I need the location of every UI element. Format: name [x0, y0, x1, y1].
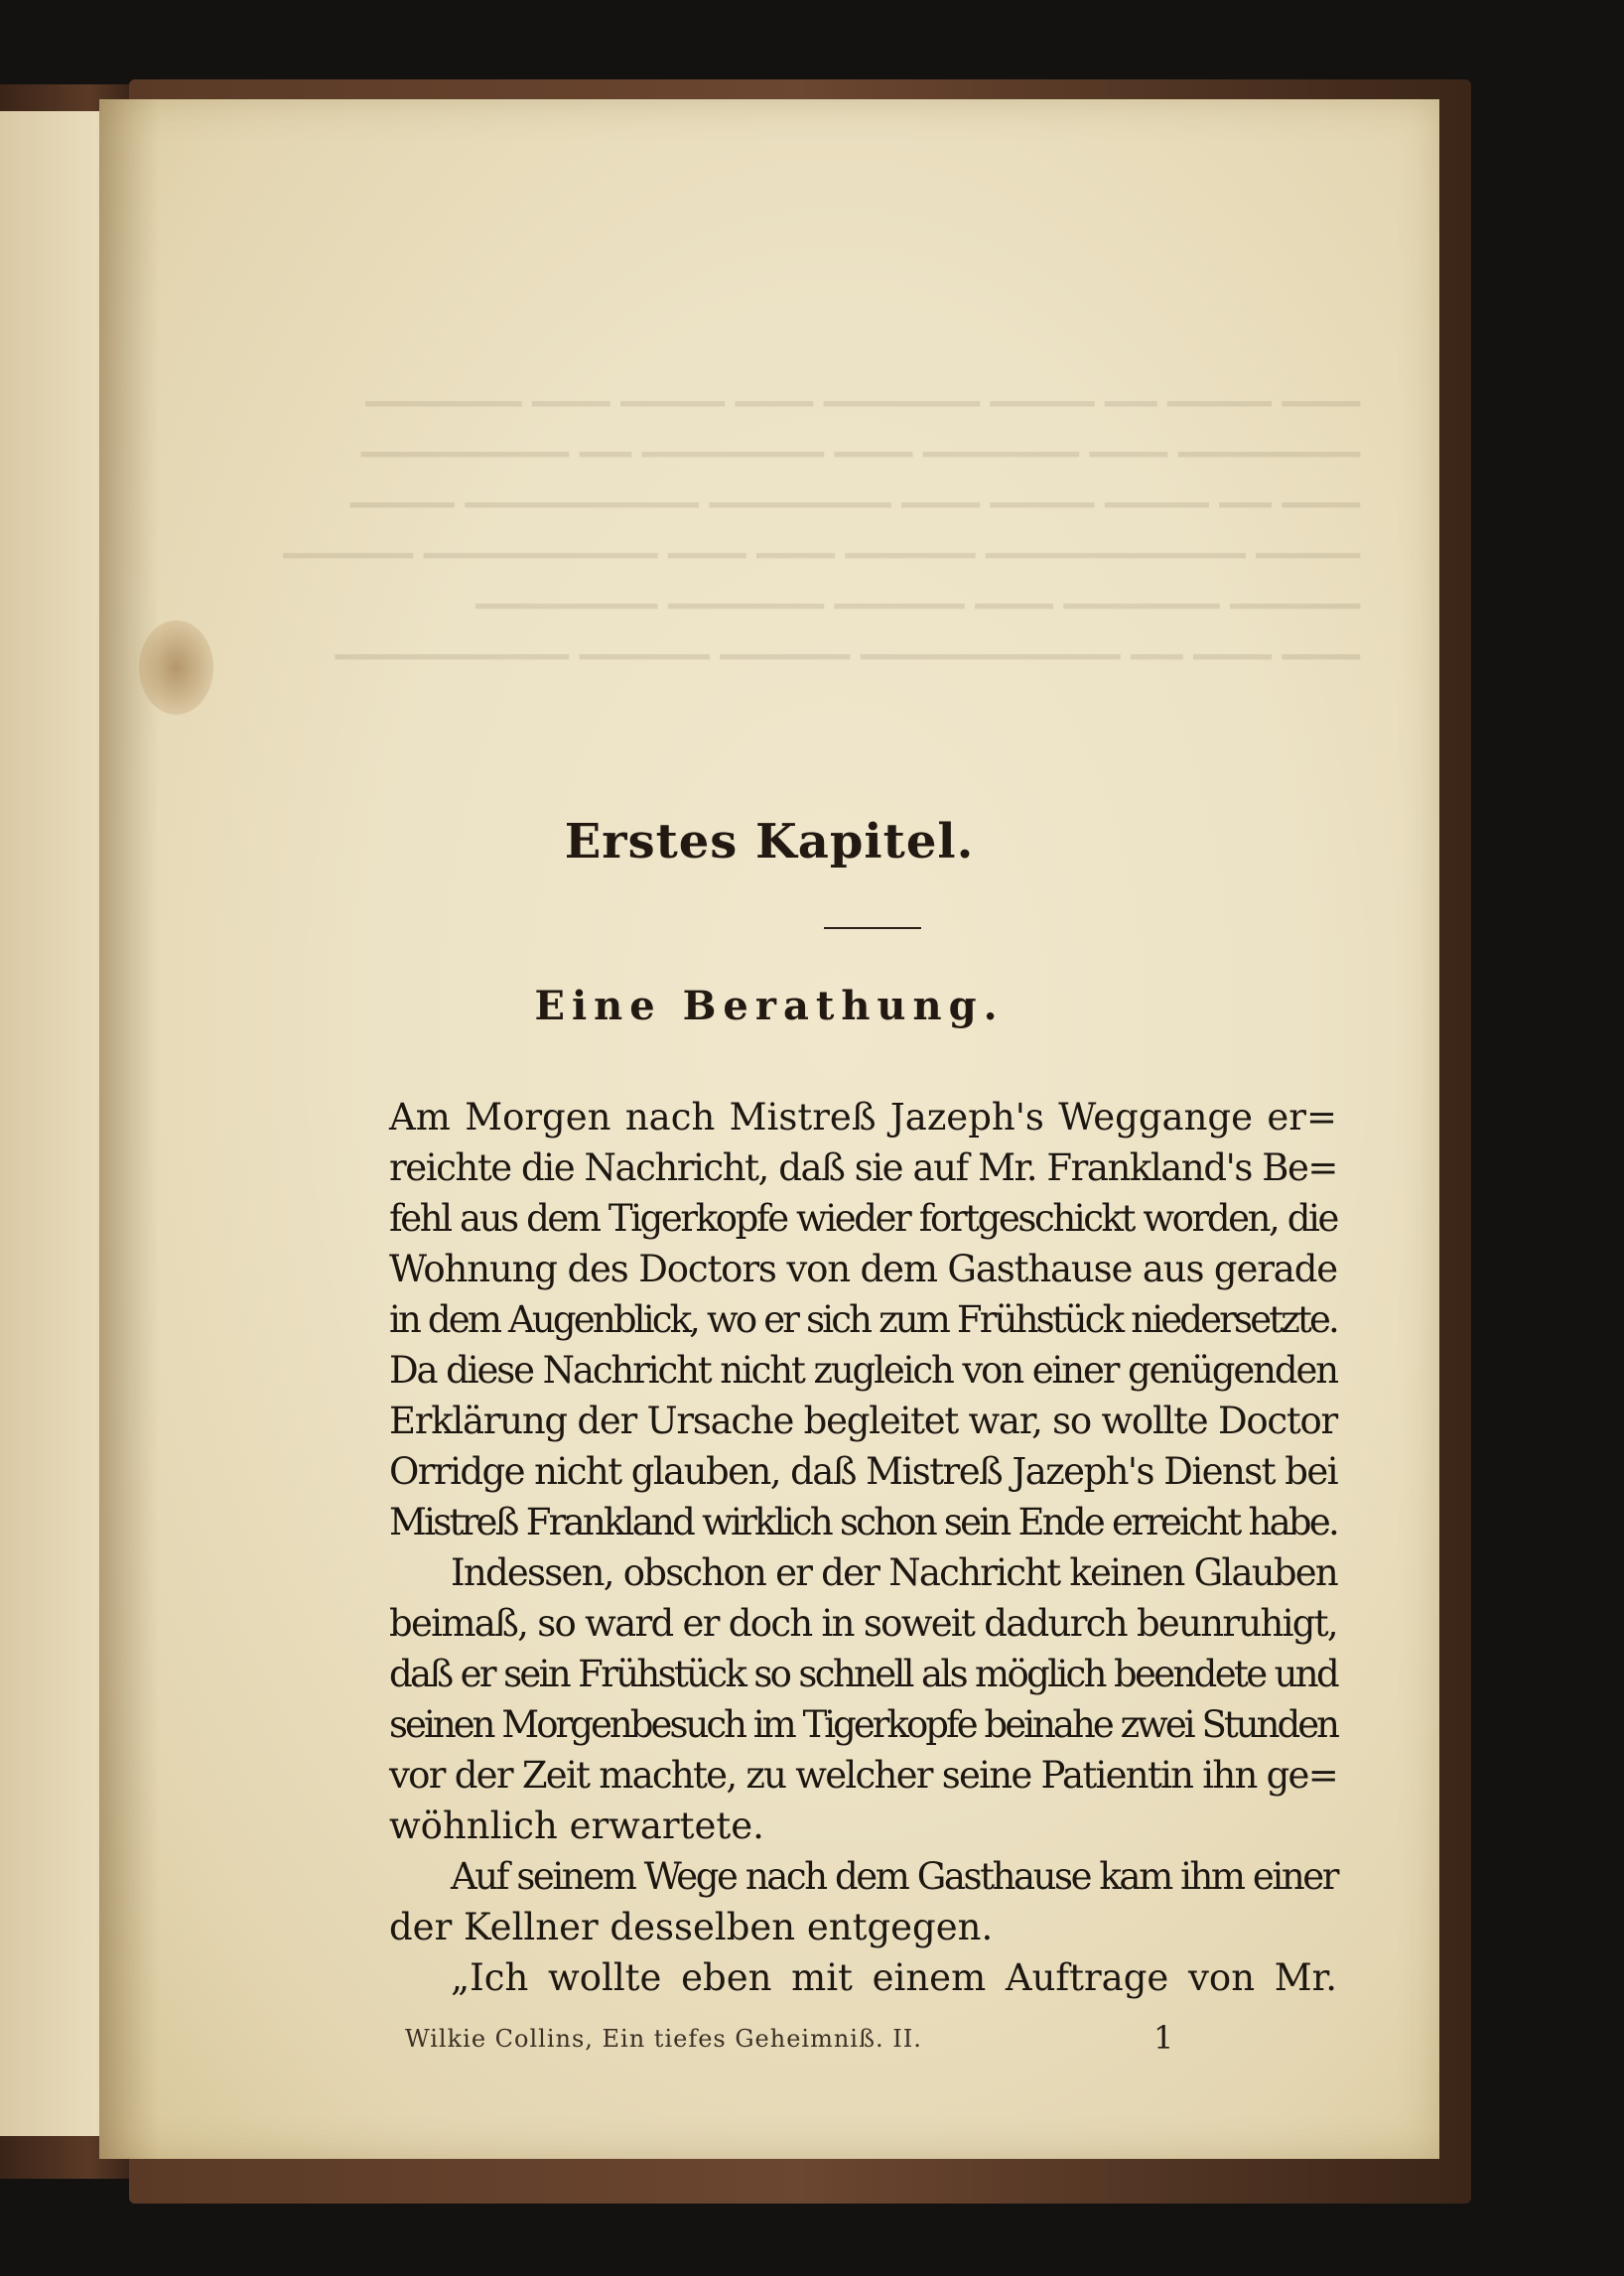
text-line: in dem Augenblick, wo er sich zum Frühstück niedersetzte.: [389, 1298, 1337, 1341]
text-line: reichte die Nachricht, daß sie auf Mr. Frankland's Be=: [389, 1146, 1337, 1189]
text-line: „Ich wollte eben mit einem Auftrage von Mr.: [451, 1956, 1337, 1999]
book-page: [99, 99, 1439, 2159]
text-line: vor der Zeit machte, zu welcher seine Patientin ihn ge=: [389, 1754, 1337, 1797]
body-text: [389, 1092, 1337, 2003]
text-line: daß er sein Frühstück so schnell als möglich beendete und: [389, 1653, 1337, 1695]
text-line: der Kellner desselben entgegen.: [389, 1906, 994, 1948]
bleed-through-texture: ▔▔▔ ▔▔▔▔ ▔▔ ▔▔▔▔ ▔▔▔▔▔▔ ▔▔▔ ▔▔▔▔ ▔▔▔ ▔▔▔▔▔▔ ▔▔▔▔▔▔▔ ▔▔▔ ▔▔▔▔▔▔ ▔▔▔ ▔▔▔▔▔▔▔ ▔▔ ▔▔▔▔▔▔▔▔ ▔▔▔ ▔▔ ▔▔▔▔ ▔▔▔▔ ▔▔▔ ▔▔▔▔▔▔▔ ▔▔▔▔▔▔▔▔▔ ▔▔▔▔ ▔▔▔▔ ▔▔▔▔▔▔▔▔▔▔ ▔▔▔▔▔ ▔▔▔ ▔▔▔ ▔▔▔▔▔▔▔▔▔ ▔▔▔▔▔ ▔▔▔▔▔ ▔▔▔▔▔▔ ▔▔▔ ▔▔▔▔▔ ▔▔▔▔▔▔ ▔▔▔▔▔▔▔ ▔▔▔ ▔▔▔ ▔▔ ▔▔▔▔▔▔▔▔▔▔ ▔▔▔▔▔ ▔▔▔▔▔ ▔▔▔▔▔▔▔▔▔: [283, 402, 1360, 695]
text-line: Am Morgen nach Mistreß Jazeph's Weggange er=: [389, 1096, 1337, 1138]
text-line: Indessen, obschon er der Nachricht keinen Glauben: [451, 1551, 1337, 1594]
text-line: Da diese Nachricht nicht zugleich von einer genügenden: [389, 1349, 1337, 1392]
text-line: Erklärung der Ursache begleitet war, so wollte Doctor: [389, 1400, 1337, 1442]
chapter-title: Erstes Kapitel.: [564, 814, 975, 870]
text-line: beimaß, so ward er doch in soweit dadurch beunruhigt,: [389, 1602, 1338, 1645]
text-line: Wohnung des Doctors von dem Gasthause aus gerade: [389, 1248, 1337, 1290]
chapter-subtitle: Eine Berathung.: [534, 983, 1005, 1029]
gutter-shadow: [99, 99, 159, 2159]
paper-stain: [139, 620, 213, 715]
text-line: Auf seinem Wege nach dem Gasthause kam ihm einer: [451, 1855, 1337, 1898]
chapter-divider: [824, 927, 921, 929]
text-line: Orridge nicht glauben, daß Mistreß Jazeph's Dienst bei: [389, 1450, 1337, 1493]
text-line: Mistreß Frankland wirklich schon sein Ende erreicht habe.: [389, 1501, 1337, 1543]
page-number: 1: [1153, 2019, 1174, 2057]
text-line: seinen Morgenbesuch im Tigerkopfe beinahe zwei Stunden: [389, 1703, 1337, 1746]
footer-signature: Wilkie Collins, Ein tiefes Geheimniß. II.: [405, 2025, 922, 2053]
text-line: fehl aus dem Tigerkopfe wieder fortgeschickt worden, die: [389, 1197, 1337, 1240]
text-line: wöhnlich erwartete.: [389, 1805, 764, 1847]
